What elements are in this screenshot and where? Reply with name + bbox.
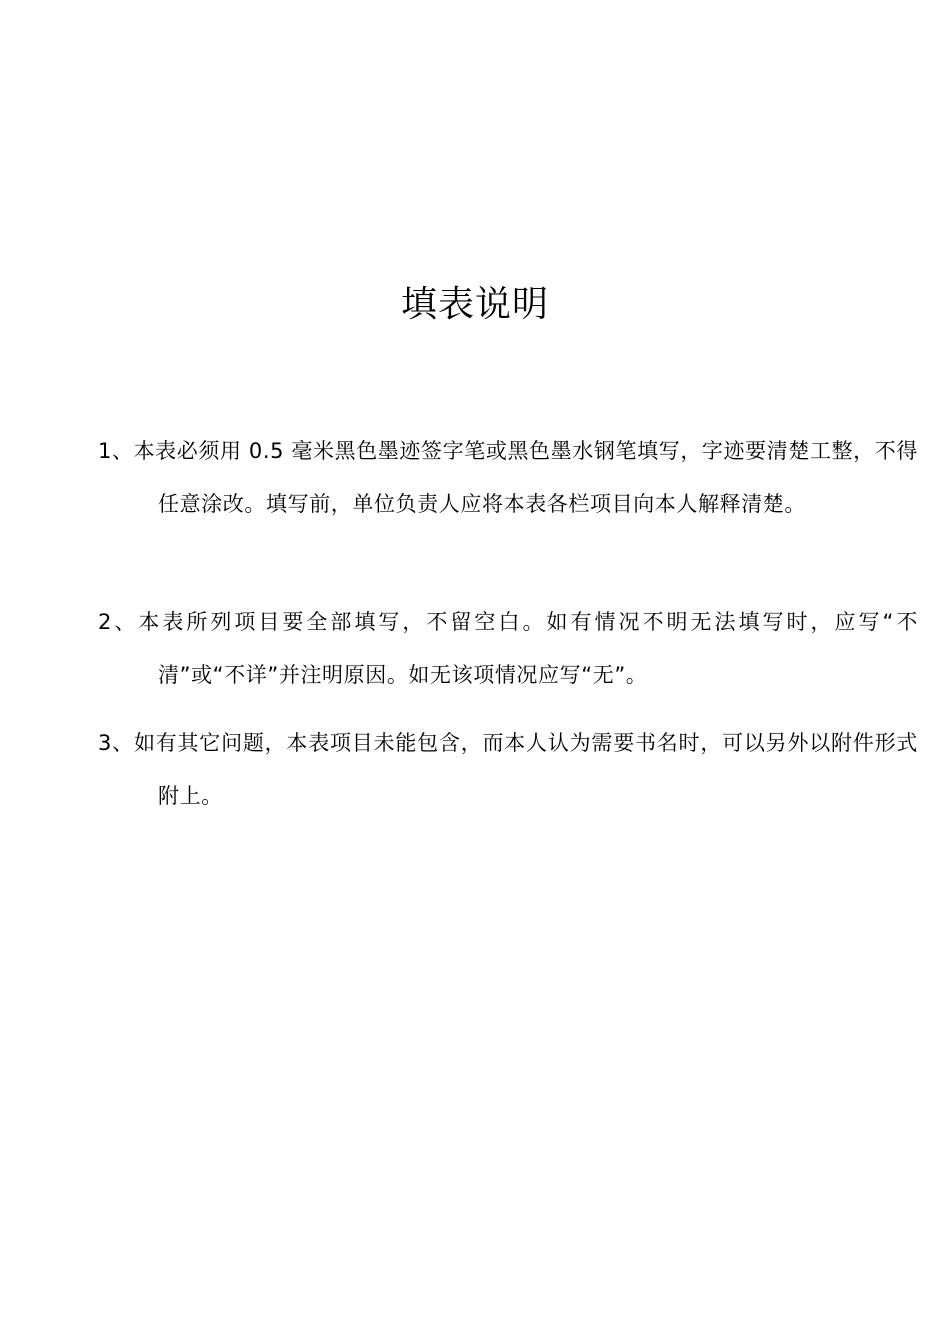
instruction-number: 2、 (98, 610, 139, 634)
instruction-item-2 (98, 596, 918, 702)
instruction-item-3 (98, 717, 918, 823)
instruction-text: 如有其它问题，本表项目未能包含，而本人认为需要书名时，可以另外以附件形式附上。 (133, 731, 918, 808)
instruction-number: 1、 (98, 439, 134, 463)
instruction-item-1 (98, 425, 918, 531)
instruction-number: 3、 (98, 731, 134, 755)
page-title: 填表说明 (400, 284, 549, 325)
instruction-text: 本表所列项目要全部填写，不留空白。如有情况不明无法填写时，应写“不清”或“不详”并注明原因。如无该项情况应写“无”。 (138, 610, 918, 687)
instruction-text: 本表必须用 0.5 毫米黑色墨迹签字笔或黑色墨水钢笔填写，字迹要清楚工整，不得任意涂改。填写前，单位负责人应将本表各栏项目向本人解释清楚。 (133, 439, 918, 516)
